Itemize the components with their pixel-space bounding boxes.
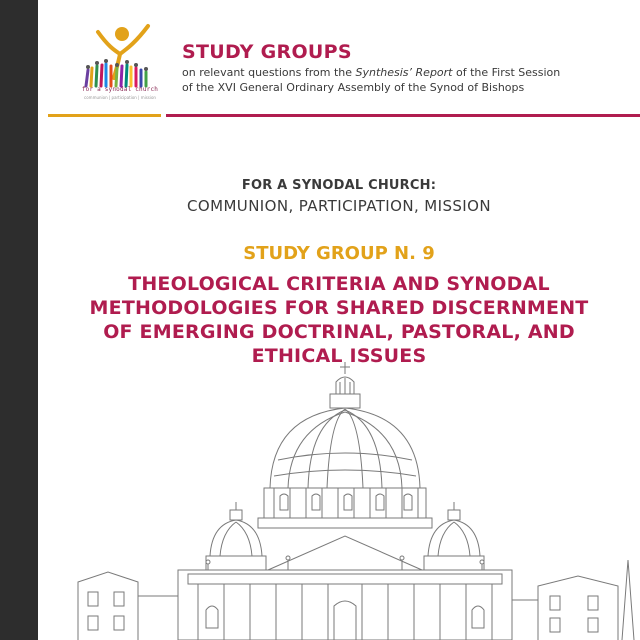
study-group-number: STUDY GROUP N. 9 — [243, 243, 435, 264]
subtitle-italic: Synthesis’ Report — [355, 66, 453, 79]
basilica-illustration-icon — [38, 360, 640, 640]
title-line: OF EMERGING DOCTRINAL, PASTORAL, AND — [103, 321, 575, 343]
title-line: METHODOLOGIES FOR SHARED DISCERNMENT — [89, 297, 589, 319]
header-title: STUDY GROUPS — [182, 41, 352, 63]
subtitle-pre: on relevant questions from the — [182, 66, 356, 79]
kicker-line1: FOR A SYNODAL CHURCH: — [241, 178, 437, 193]
title-line: THEOLOGICAL CRITERIA AND SYNODAL — [128, 273, 550, 295]
divider-gold — [48, 114, 161, 117]
logo-wordmark: for a synodal church — [81, 86, 159, 93]
logo-tagline: communion | participation | mission — [84, 95, 156, 100]
study-group-title — [38, 272, 640, 368]
document-page — [38, 0, 640, 640]
header-subtitle-line2: of the XVI General Ordinary Assembly of the Synod of Bishops — [182, 81, 525, 94]
title-line: ETHICAL ISSUES — [251, 345, 427, 367]
header-subtitle — [182, 65, 622, 95]
kicker-line2: COMMUNION, PARTICIPATION, MISSION — [187, 197, 491, 215]
subtitle-post: of the First Session — [452, 66, 561, 79]
header-subtitle-line1 — [182, 65, 622, 80]
divider-red — [166, 114, 640, 117]
